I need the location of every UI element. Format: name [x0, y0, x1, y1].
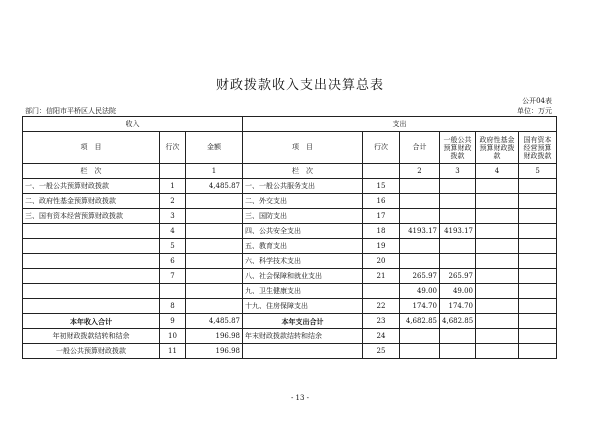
expense-total-line: 23: [363, 314, 400, 329]
income-total-label: 本年收入合计: [23, 314, 160, 329]
expense-total: [400, 239, 440, 254]
general-budget-header: 一般公共预算财政拨款: [440, 132, 476, 164]
income-carry-amount: 196.98: [186, 329, 243, 344]
income-line: 1: [160, 179, 186, 194]
expense-gov-fund: [476, 179, 519, 194]
table-row: [23, 269, 557, 284]
income-line: 5: [160, 239, 186, 254]
expense-carry-general-budget: [440, 329, 476, 344]
expense-carry-total: [400, 344, 440, 359]
expense-total-gov-fund: [476, 314, 519, 329]
expense-total: 174.70: [400, 299, 440, 314]
expense-general-budget: 4193.17: [440, 224, 476, 239]
income-item: 三、国有资本经营预算财政拨款: [23, 209, 160, 224]
expense-state-capital: [519, 299, 557, 314]
expense-total-general-budget: 4,682.85: [440, 314, 476, 329]
expense-line: 20: [363, 254, 400, 269]
expense-carry-gov-fund: [476, 329, 519, 344]
expense-total: 265.97: [400, 269, 440, 284]
table-row: [23, 299, 557, 314]
income-item: 一、一般公共预算财政拨款: [23, 179, 160, 194]
table-row: [23, 209, 557, 224]
income-line: 3: [160, 209, 186, 224]
income-amount-header: 金额: [186, 132, 243, 164]
income-line-header: 行次: [160, 132, 186, 164]
expense-item: 三、国防支出: [243, 209, 363, 224]
expense-total-amount: 4,682.85: [400, 314, 440, 329]
income-item: [23, 239, 160, 254]
income-line: 6: [160, 254, 186, 269]
income-amount: [186, 269, 243, 284]
expense-general-budget: 174.70: [440, 299, 476, 314]
income-amount: [186, 299, 243, 314]
expense-total: 49.00: [400, 284, 440, 299]
expense-general-budget: [440, 194, 476, 209]
col-index-5: 5: [519, 164, 557, 179]
header-row-columns: [23, 132, 557, 164]
expense-line: 18: [363, 224, 400, 239]
income-carry-line: 11: [160, 344, 186, 359]
page-number: - 13 -: [290, 394, 310, 402]
expense-item: 六、科学技术支出: [243, 254, 363, 269]
table-row: [23, 224, 557, 239]
expense-col-label: 栏 次: [243, 164, 363, 179]
expense-general-budget: [440, 179, 476, 194]
expense-gov-fund: [476, 224, 519, 239]
expense-line: 21: [363, 269, 400, 284]
income-carry-item: 年初财政拨款结转和结余: [23, 329, 160, 344]
income-amount: [186, 209, 243, 224]
expense-state-capital: [519, 284, 557, 299]
header-row-sections: [23, 117, 557, 132]
table-row: [23, 284, 557, 299]
col-index-1: 1: [186, 164, 243, 179]
expense-carry-gov-fund: [476, 344, 519, 359]
income-item: [23, 254, 160, 269]
expense-total: [400, 209, 440, 224]
expense-total: [400, 179, 440, 194]
income-item-header: 项 目: [23, 132, 160, 164]
totals-row: [23, 314, 557, 329]
expense-state-capital: [519, 224, 557, 239]
expense-item-header: 项 目: [243, 132, 363, 164]
expense-gov-fund: [476, 299, 519, 314]
budget-summary-table: [22, 116, 557, 359]
expense-carry-line: 25: [363, 344, 400, 359]
expense-carry-general-budget: [440, 344, 476, 359]
expense-item: 四、公共安全支出: [243, 224, 363, 239]
expense-general-budget: [440, 254, 476, 269]
income-amount: [186, 239, 243, 254]
expense-line: 16: [363, 194, 400, 209]
income-item: [23, 284, 160, 299]
expense-total-label: 本年支出合计: [243, 314, 363, 329]
expense-state-capital: [519, 209, 557, 224]
expense-state-capital: [519, 194, 557, 209]
income-amount: [186, 254, 243, 269]
expense-line-header: 行次: [363, 132, 400, 164]
income-section-header: 收入: [23, 117, 243, 132]
expense-line: [363, 284, 400, 299]
gov-fund-header: 政府性基金预算财政拨款: [476, 132, 519, 164]
unit-label: 单位：万元: [517, 107, 552, 115]
department-label: 部门：信阳市平桥区人民法院: [25, 107, 116, 115]
expense-state-capital: [519, 269, 557, 284]
expense-total: 4193.17: [400, 224, 440, 239]
income-carry-line: 10: [160, 329, 186, 344]
expense-general-budget: [440, 209, 476, 224]
income-amount: [186, 284, 243, 299]
state-capital-header: 国有资本经营预算财政拨款: [519, 132, 557, 164]
expense-item: 九、卫生健康支出: [243, 284, 363, 299]
table-row: [23, 194, 557, 209]
expense-carry-state-capital: [519, 329, 557, 344]
income-item: [23, 269, 160, 284]
expense-total: [400, 254, 440, 269]
expense-carry-total: [400, 329, 440, 344]
expense-state-capital: [519, 179, 557, 194]
expense-carry-state-capital: [519, 344, 557, 359]
expense-section-header: 支出: [243, 117, 557, 132]
income-line: 2: [160, 194, 186, 209]
column-index-row: [23, 164, 557, 179]
expense-gov-fund: [476, 194, 519, 209]
expense-state-capital: [519, 239, 557, 254]
table-row: [23, 239, 557, 254]
income-line: 7: [160, 269, 186, 284]
document-title: 财政拨款收入支出决算总表: [215, 78, 384, 93]
expense-gov-fund: [476, 239, 519, 254]
income-line-index: [160, 164, 186, 179]
expense-state-capital: [519, 254, 557, 269]
expense-item: 一、一般公共服务支出: [243, 179, 363, 194]
income-item: [23, 224, 160, 239]
expense-line: 15: [363, 179, 400, 194]
income-carry-item: 一般公共预算财政拨款: [23, 344, 160, 359]
income-total-line: 9: [160, 314, 186, 329]
expense-gov-fund: [476, 209, 519, 224]
income-line: 8: [160, 299, 186, 314]
expense-line-index: [363, 164, 400, 179]
expense-line: 17: [363, 209, 400, 224]
expense-total: [400, 194, 440, 209]
income-amount: 4,485.87: [186, 179, 243, 194]
col-index-3: 3: [440, 164, 476, 179]
expense-carry-line: 24: [363, 329, 400, 344]
carryover-row: [23, 344, 557, 359]
expense-total-state-capital: [519, 314, 557, 329]
income-carry-amount: 196.98: [186, 344, 243, 359]
col-index-4: 4: [476, 164, 519, 179]
income-amount: [186, 224, 243, 239]
expense-gov-fund: [476, 254, 519, 269]
expense-item: 二、外交支出: [243, 194, 363, 209]
col-index-2: 2: [400, 164, 440, 179]
expense-general-budget: 49.00: [440, 284, 476, 299]
form-number: 公开04表: [522, 97, 552, 105]
table-row: [23, 179, 557, 194]
income-amount: [186, 194, 243, 209]
income-line: [160, 284, 186, 299]
expense-general-budget: 265.97: [440, 269, 476, 284]
expense-line: 22: [363, 299, 400, 314]
expense-total-header: 合计: [400, 132, 440, 164]
income-item: [23, 299, 160, 314]
expense-gov-fund: [476, 269, 519, 284]
expense-item: 八、社会保障和就业支出: [243, 269, 363, 284]
expense-carry-item: [243, 344, 363, 359]
expense-line: 19: [363, 239, 400, 254]
expense-item: 五、教育支出: [243, 239, 363, 254]
expense-item: 十九、住房保障支出: [243, 299, 363, 314]
income-item: 二、政府性基金预算财政拨款: [23, 194, 160, 209]
table-row: [23, 254, 557, 269]
income-col-label: 栏 次: [23, 164, 160, 179]
expense-carry-item: 年末财政拨款结转和结余: [243, 329, 363, 344]
income-total-amount: 4,485.87: [186, 314, 243, 329]
carryover-row: [23, 329, 557, 344]
expense-general-budget: [440, 239, 476, 254]
income-line: 4: [160, 224, 186, 239]
expense-gov-fund: [476, 284, 519, 299]
